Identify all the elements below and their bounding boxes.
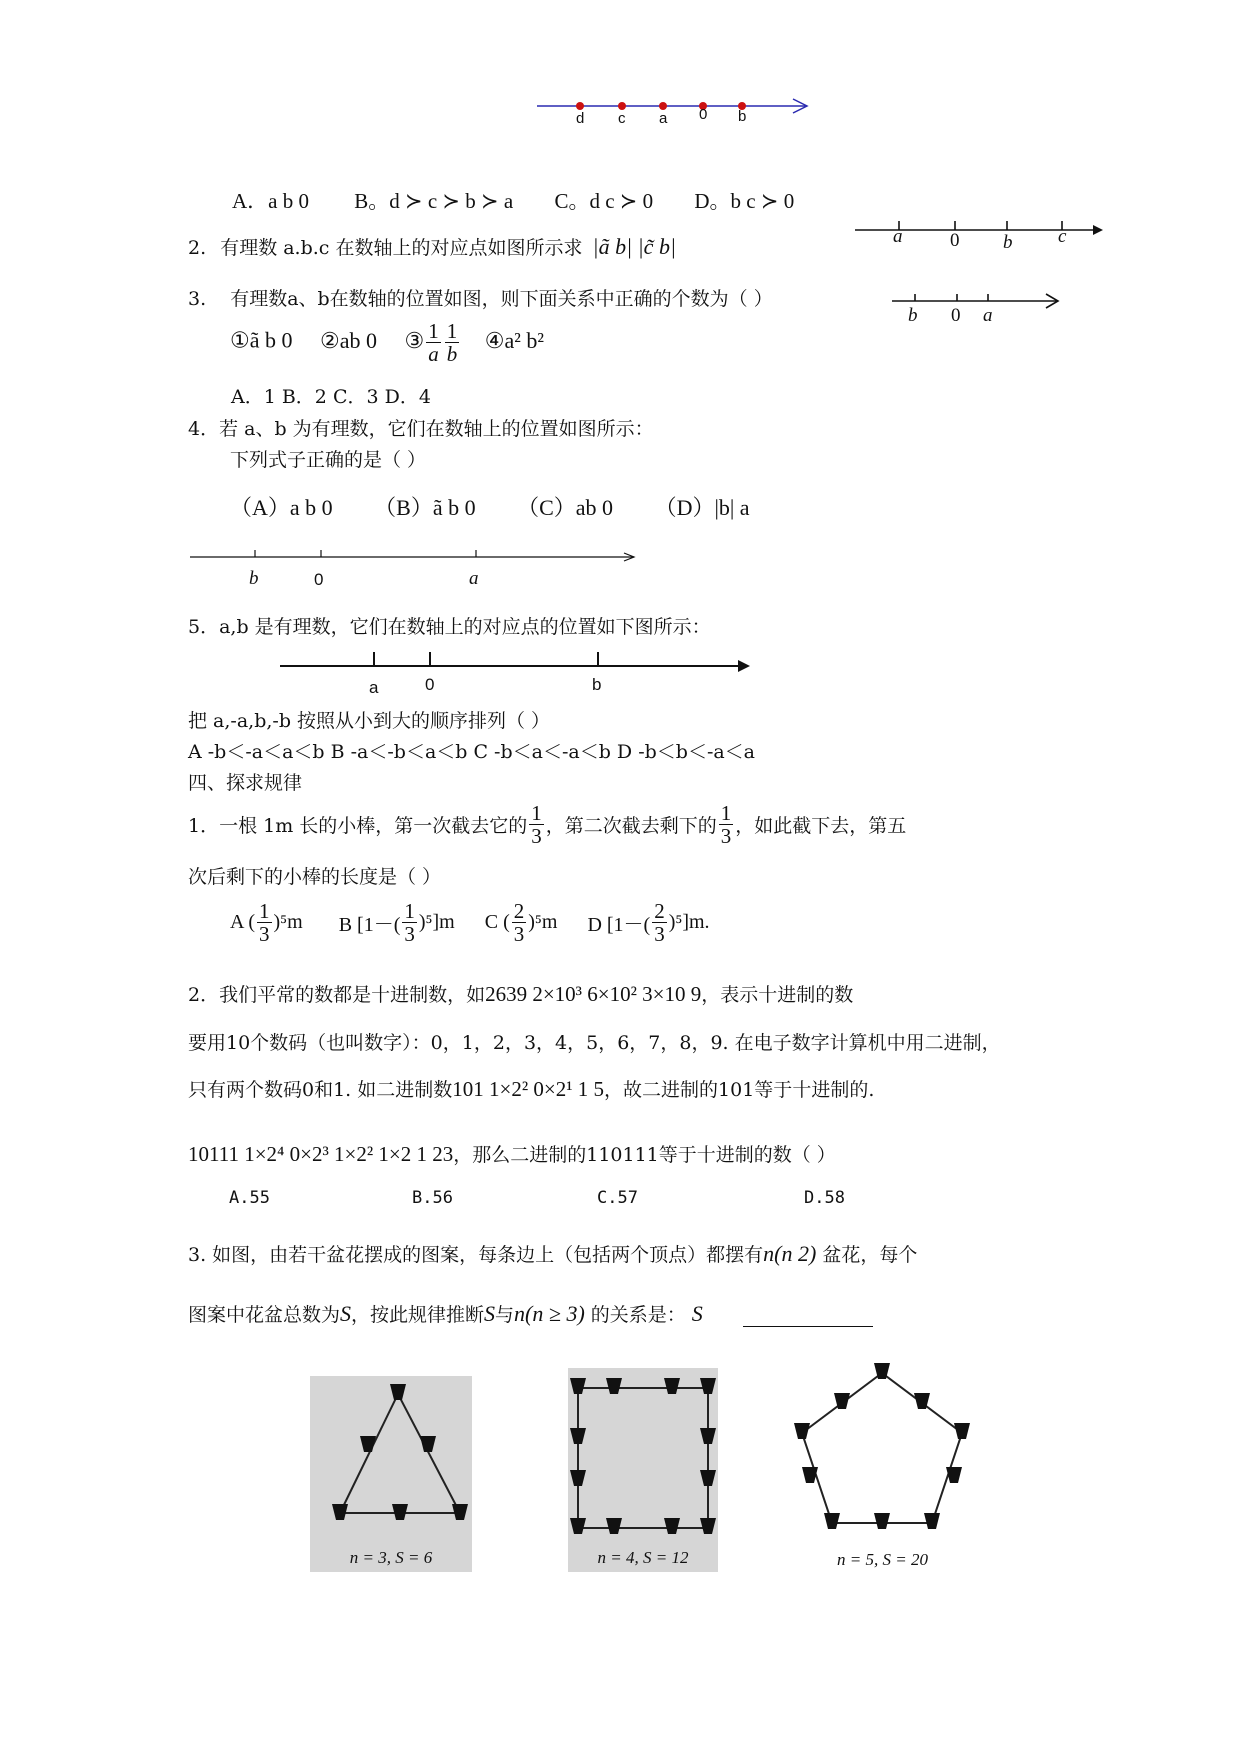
q4-option-b: （B）ã b 0 [374, 495, 476, 520]
q2-axis-label-c: c [1058, 226, 1067, 247]
p1-fraction-one-third: $\frac{1}{3}$ [531, 801, 542, 849]
p1-option-a: A ( [230, 911, 255, 934]
q3-options: A．1 B．2 C．3 D．4 [231, 386, 431, 408]
p1-line1: 1．一根 1m 长的小棒，第一次截去它的 $\frac{1}{3}$ ，第二次截去剩下的 $\frac{1}{3}$ ，如此截下去，第五 [188, 801, 907, 849]
q2-axis-label-b: b [1003, 232, 1013, 253]
p2-option-a: A.55 [229, 1188, 270, 1208]
q5-number-line [278, 650, 758, 680]
p1-line2: 次后剩下的小棒的长度是（ ） [188, 866, 442, 888]
pentagon-pattern [790, 1355, 975, 1555]
q3-items [230, 320, 544, 365]
top-axis-label-a: a [659, 110, 668, 127]
p2-decimal-expansion: 2639 2×10³ 6×10² 3×10 9 [485, 982, 702, 1006]
q5-line1: 5．a,b 是有理数，它们在数轴上的对应点的位置如下图所示： [188, 616, 711, 638]
p2-option-d: D.58 [804, 1188, 845, 1208]
p2-option-c: C.57 [597, 1188, 638, 1208]
p2-line2: 要用10个数码（也叫数字）：0，1，2，3，4，5，6，7，8，9. 在电子数字计算机中用二进制， [188, 1032, 1001, 1054]
q2-axis-label-0: 0 [950, 230, 960, 251]
figure-pentagon [790, 1355, 975, 1575]
p3-line1: 3. 如图，由若干盆花摆成的图案，每条边上（包括两个顶点）都摆有n(n 2) 盆花，每个 [188, 1241, 918, 1266]
figure-caption-n3: n = 3, S = 6 [349, 1548, 433, 1567]
q3-item-4: ④a² b² [484, 327, 544, 353]
q1-option-c: C。d c ≻ 0 [554, 189, 654, 213]
p1-fraction-one-third-2: $\frac{1}{3}$ [720, 801, 732, 849]
q1-option-d: D。b c ≻ 0 [694, 189, 795, 213]
q4-option-d: （D）|b| a [654, 495, 750, 520]
p3-line2: 图案中花盆总数为S，按此规律推断S与n(n ≥ 3) 的关系是： S [188, 1300, 873, 1327]
q5-axis-label-a: a [369, 678, 379, 697]
p2-binary-10111: 10111 1×2⁴ 0×2³ 1×2² 1×2 1 23 [188, 1142, 454, 1166]
figure-caption-n4: n = 4, S = 12 [597, 1548, 689, 1567]
q3-fraction-1-over-b: $\frac{1}{b}$ [446, 319, 458, 367]
q5-axis-label-0: 0 [425, 675, 435, 694]
q4-line2: 下列式子正确的是（ ） [230, 449, 427, 471]
q1-option-a: A．a b 0 [232, 189, 309, 213]
p2-option-b: B.56 [412, 1188, 453, 1208]
p1-option-b: B [1－( [338, 914, 401, 937]
q5-options: A -b＜-a＜a＜b B -a＜-b＜a＜b C -b＜a＜-a＜b D -b＜b＜-a＜a [188, 741, 756, 763]
square-pattern [568, 1368, 718, 1552]
q2-expression: |ã b| |c̃ b| [592, 234, 676, 259]
q3-item-2: ②ab 0 [320, 327, 377, 353]
q3-fraction-1-over-a: $\frac{1}{a}$ [428, 319, 439, 367]
p2-line1: 2．我们平常的数都是十进制数，如2639 2×10³ 6×10² 3×10 9，表示十进制的数 [188, 982, 854, 1006]
top-axis-label-0: 0 [699, 106, 708, 123]
q1-options [232, 185, 794, 215]
section-title: 四、探求规律 [188, 772, 303, 794]
q4-line1: 4．若 a、b 为有理数，它们在数轴上的位置如图所示： [188, 418, 654, 440]
answer-blank[interactable] [743, 1326, 873, 1327]
q3-axis-label-a: a [983, 305, 993, 326]
q5-line2: 把 a,-a,b,-b 按照从小到大的顺序排列（ ） [188, 710, 551, 732]
figure-caption-n5: n = 5, S = 20 [837, 1550, 928, 1569]
q3-text: 有理数a、b在数轴的位置如图，则下面关系中正确的个数为（ ） [230, 288, 773, 310]
triangle-pattern [310, 1376, 472, 1552]
q4-option-c: （C）ab 0 [517, 495, 614, 520]
q4-number-line [188, 545, 648, 569]
p1-option-c: C ( [484, 911, 510, 934]
q5-axis-label-b: b [592, 675, 602, 694]
q3-axis-label-b: b [908, 305, 918, 326]
p2-line3: 只有两个数码0和1. 如二进制数101 1×2² 0×2¹ 1 5，故二进制的101等于十进制的. [188, 1077, 875, 1101]
q4-option-a: （A）a b 0 [230, 495, 333, 520]
q2-text: 有理数 a.b.c 在数轴上的对应点如图所示求 [220, 237, 583, 259]
p1-option-d: D [1－( [587, 914, 651, 937]
q4-axis-label-0: 0 [314, 570, 324, 589]
top-axis-label-d: d [576, 110, 585, 127]
top-axis-label-b: b [738, 108, 747, 125]
q3-item-1: ①ã b 0 [230, 327, 293, 353]
top-axis-label-c: c [618, 110, 626, 127]
q4-axis-label-a: a [469, 568, 479, 589]
q3-item-3: ③ [404, 327, 425, 353]
p1-options: A ( $\frac{1}{3}$ )⁵m B [1－( $\frac{1}{3}$ )⁵]m C ( $\frac{2}{3}$ )⁵m D [1－( $\frac{2}{3}$ )⁵]m. [230, 899, 710, 947]
q4-options [230, 491, 750, 522]
q2-number: 2. [188, 237, 207, 259]
q2-axis-label-a: a [893, 226, 903, 247]
q1-option-b: B。d ≻ c ≻ b ≻ a [354, 189, 514, 213]
figure-square [568, 1368, 718, 1572]
q3-line [188, 284, 773, 311]
q4-axis-label-b: b [249, 568, 259, 589]
q3-axis-label-0: 0 [951, 305, 961, 326]
q3-number: 3. [188, 288, 207, 310]
p3-expr-n: n(n 2) [763, 1241, 817, 1266]
p2-binary-101: 101 1×2² 0×2¹ 1 5 [452, 1077, 605, 1101]
figure-triangle [310, 1376, 472, 1572]
q2-line [188, 233, 676, 260]
p2-line4: 10111 1×2⁴ 0×2³ 1×2² 1×2 1 23，那么二进制的110111等于十进制的数（ ） [188, 1142, 836, 1166]
